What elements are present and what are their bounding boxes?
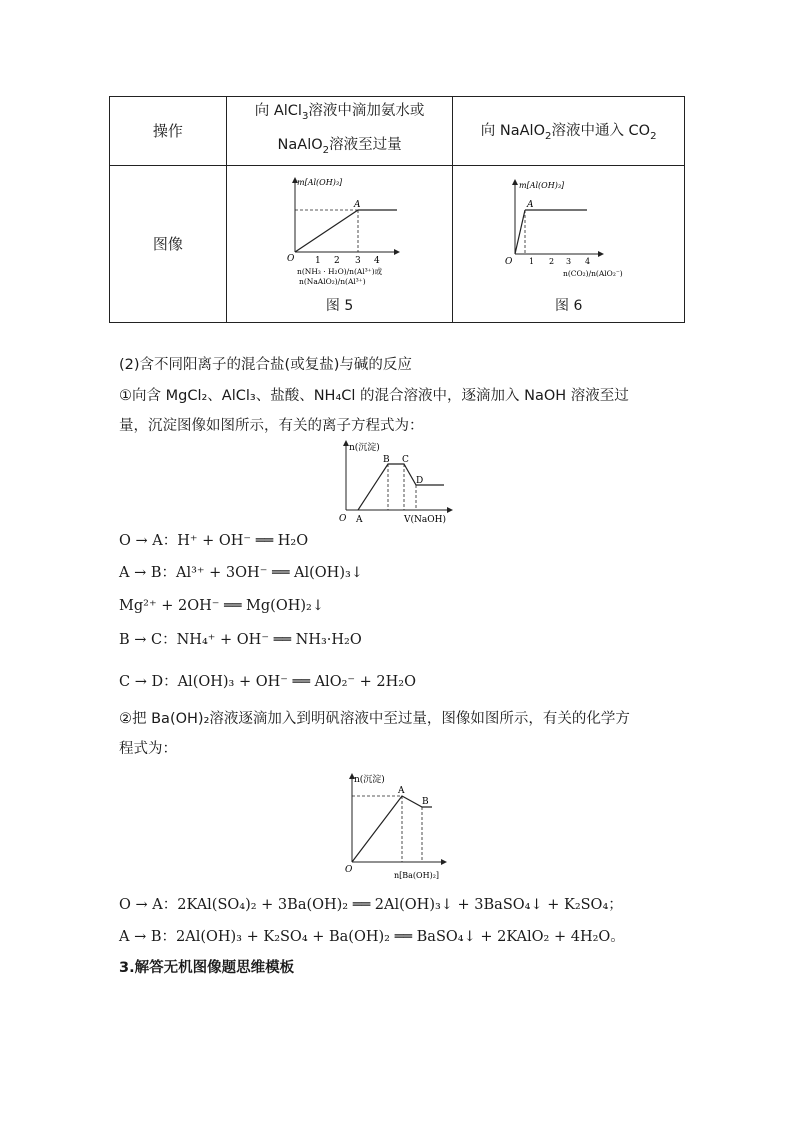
header-co2-text-b: 溶液中通入 CO xyxy=(551,123,651,140)
fig7-curve xyxy=(358,464,444,510)
header-co2-sub2: 2 xyxy=(650,131,657,143)
fig8-label-a: A xyxy=(398,786,405,796)
fig8-ylabel: n(沉淀) xyxy=(354,775,385,785)
fig8-xlabel: n[Ba(OH)₂] xyxy=(394,871,440,880)
fig7-label-a: A xyxy=(356,515,363,525)
fig7-graph xyxy=(336,438,456,528)
fig8-curve xyxy=(352,796,432,862)
fig6-xlabel: n(CO₂)/n(AlO₂⁻) xyxy=(563,268,624,278)
fig6-caption: 图 6 xyxy=(555,297,583,314)
fig7-label-b: B xyxy=(383,455,390,465)
header-alcl3-text-a: 向 AlCl xyxy=(254,103,302,119)
equation2-o-a: O → A：2KAl(SO₄)₂ + 3Ba(OH)₂ ══ 2Al(OH)₃↓ + 3BaSO₄↓ + K₂SO₄； xyxy=(119,897,623,913)
fig5-tick-4: 4 xyxy=(373,255,380,266)
fig5-point-a: A xyxy=(353,199,361,210)
fig6-cell xyxy=(453,165,685,322)
fig6-tick-3: 3 xyxy=(566,256,572,266)
fig6-tick-1: 1 xyxy=(529,256,535,266)
equation-o-a: O → A：H⁺ + OH⁻ ══ H₂O xyxy=(119,533,309,549)
fig5-tick-2: 2 xyxy=(333,255,340,266)
para1-line2: 量，沉淀图像如图所示，有关的离子方程式为： xyxy=(119,418,424,434)
header-co2-cell xyxy=(453,97,685,166)
equation-c-d: C → D：Al(OH)₃ + OH⁻ ══ AlO₂⁻ + 2H₂O xyxy=(119,674,416,690)
fig6-graph xyxy=(501,176,641,280)
fig7-label-d: D xyxy=(416,476,424,486)
header-operation-label: 操作 xyxy=(152,122,183,141)
operation-table xyxy=(109,96,685,323)
header-alcl3-sub: 3 xyxy=(301,110,309,122)
fig7-ylabel: n(沉淀) xyxy=(349,443,380,453)
equation-mg: Mg²⁺ + 2OH⁻ ══ Mg(OH)₂↓ xyxy=(119,598,324,614)
equation2-a-b: A → B：2Al(OH)₃ + K₂SO₄ + Ba(OH)₂ ══ BaSO₄↓ + 2KAlO₂ + 4H₂O。 xyxy=(119,929,625,945)
equation-a-b: A → B：Al³⁺ + 3OH⁻ ══ Al(OH)₃↓ xyxy=(119,565,363,581)
fig6-tick-4: 4 xyxy=(585,256,591,266)
fig6-rise-line xyxy=(515,210,525,254)
fig5-rise-line xyxy=(295,210,358,252)
fig5-tick-1: 1 xyxy=(314,255,321,266)
fig5-ylabel: m[Al(OH)₃] xyxy=(296,177,342,187)
row-image-label-cell xyxy=(110,165,227,322)
fig8-graph xyxy=(342,770,472,882)
header-naalo2-sub: 2 xyxy=(322,144,330,156)
fig8-origin: O xyxy=(345,865,353,875)
fig6-point-a: A xyxy=(527,199,534,210)
para1-line1: ①向含 MgCl₂、AlCl₃、盐酸、NH₄Cl 的混合溶液中，逐滴加入 NaOH 溶液至过 xyxy=(119,388,629,404)
row-image-label: 图像 xyxy=(152,235,183,254)
fig8-label-b: B xyxy=(422,797,429,807)
fig6-ylabel: m[Al(OH)₃] xyxy=(519,180,565,190)
fig6-tick-2: 2 xyxy=(549,256,555,266)
fig7-origin: O xyxy=(339,514,347,524)
fig5-caption: 图 5 xyxy=(325,297,354,314)
fig5-graph xyxy=(275,174,405,286)
fig7-xlabel: V(NaOH) xyxy=(404,515,446,525)
fig7-label-c: C xyxy=(402,455,409,465)
equation-b-c: B → C：NH₄⁺ + OH⁻ ══ NH₃·H₂O xyxy=(119,632,362,648)
fig5-origin: O xyxy=(286,253,295,264)
header-co2-sub1: 2 xyxy=(545,131,552,143)
header-co2-text-a: 向 NaAlO xyxy=(480,123,545,140)
header-naalo2-text-b: 溶液至过量 xyxy=(329,136,402,153)
para2-line1: ②把 Ba(OH)₂溶液逐滴加入到明矾溶液中至过量，图像如图所示，有关的化学方 xyxy=(119,711,630,727)
header-alcl3-text-b: 溶液中滴加氨水或 xyxy=(308,103,425,119)
para2-line2: 程式为： xyxy=(119,741,177,757)
fig5-cell xyxy=(226,165,453,322)
fig5-tick-3: 3 xyxy=(354,255,361,266)
fig5-xlabel-line1: n(NH₃ · H₂O)/n(Al³⁺)或 xyxy=(296,266,382,276)
section3-title: 3.解答无机图像题思维模板 xyxy=(119,960,295,976)
header-naalo2-text-a: NaAlO xyxy=(277,136,323,153)
section2-title: (2)含不同阳离子的混合盐(或复盐)与碱的反应 xyxy=(119,357,412,373)
fig6-origin: O xyxy=(505,256,513,267)
header-alcl3-cell xyxy=(226,97,453,166)
fig5-xlabel-line2: n(NaAlO₂)/n(Al³⁺) xyxy=(298,276,366,286)
header-operation-cell xyxy=(110,97,227,166)
